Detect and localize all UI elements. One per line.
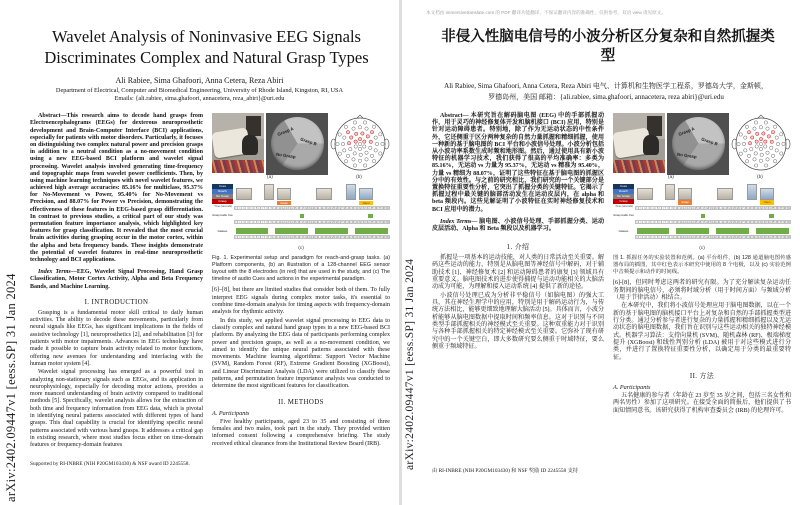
- photo-monitor-region: [246, 116, 261, 136]
- platform-label-a: Grasp A: [677, 126, 696, 138]
- setup-photo: [212, 113, 264, 173]
- section-heading-introduction: I. INTRODUCTION: [84, 298, 149, 306]
- timeline-glasses-strip: [234, 228, 390, 239]
- index-terms-zh: [432, 219, 604, 233]
- fig-sublabel-c: (c): [298, 246, 304, 252]
- timeline-number-strip: 0 1 2 3 4 5 6 7 8 9 10 11 12 13 14 15 16 17 18 19 20 21 22 23 24 25 26 27 28 29 30 31 32 33 34 35 36 37 38 39: [635, 220, 791, 224]
- glasses-on-block: [275, 228, 308, 234]
- eeg-sensor-layout-diagram: [330, 113, 390, 175]
- timeline-thumbnail: [717, 188, 733, 200]
- intro-paragraph-2: Wavelet signal processing has emerged as a powerful tool in analyzing non-stationary signals such as EEGs, and its application in neurophysiology, especially for decoding motor actions, provides a more nuanced understanding of brain activity compared to traditional methods [5]. Specifically, wavelet analysis allows for the extraction of both time and frequency information from EEG data, which is pivotal in identifying neural patterns associated with different types of hand grasps. This dual capability is crucial for identifying specific neural patterns associated with various hand grasps. It addresses a critical gap in existing research, where most studies focus either on time-domain features or frequency-domain features: [30, 369, 203, 449]
- subsection-participants-zh: A. Participants: [613, 383, 651, 391]
- timeline-mark-open: Open: [359, 201, 373, 205]
- figure-1-zh: [613, 113, 791, 275]
- glasses-on-block: [315, 228, 348, 234]
- figure-1: [212, 113, 390, 282]
- timeline-row-nograsp: No Grasp: [613, 194, 634, 199]
- fig-sublabel-b: (b): [757, 175, 763, 181]
- arxiv-watermark: arXiv:2402.09447v1 [eess.SP] 31 Jan 2024: [4, 273, 18, 502]
- timeline-audio-label: Grasp Audio Cue: [212, 214, 233, 218]
- timeline-diagram: [212, 184, 390, 244]
- photo-person-region: [643, 135, 659, 155]
- timeline-time-label-1: Time (seconds): [214, 204, 232, 208]
- paper-title: Wavelet Analysis of Noninvasive EEG Signals Discriminates Complex and Natural Grasp Types: [44, 27, 369, 68]
- timeline-thumbnail: [678, 188, 692, 200]
- timeline-number-strip: 0 1 2 3 4 5 6 7 8 9 10 11 12 13 14 15 16 17 18 19 20 21 22 23 24 25 26 27 28 29 30 31 32 33 34 35 36 37 38 39: [635, 235, 791, 239]
- abstract-zh: Abstract— 本研究旨在解码脑电图 (EEG) 中的手部抓握动作，用于灵巧的神经修复体开发和脑机接口 (BCI) 应用，特别是针对运动障碍患者。特别地，除了作为无运动状态的中性条件外，它还侧重于区分两种复杂的自然力量抓握和精细抓握，使用一种新的基于脑电图的 BCI 平台和小波信号处理。小波分析包括从小波功率系数生成时频和地形图。然后，通过使用具有新小波特征的机器学习技术，我们获得了很高的平均准确率：多类为 85.16%，无运动 vs 力量为 95.37%，无运动 vs 精准为 95.40%，力量 vs 精细为 88.07%，证明了这些特征在基于脑电图的抓握区分中的有效性。与之前的研究相比，我们研究的一个关键部分是置换特征重要性分析，它突出了抓握分类的关键特征。它揭示了抓握过程中最关键的脑部活动发生在运动皮层内，在 alpha 和 beta 频段内。这些见解证明了小波特征在实时神经修复技术和 BCI 应用中的潜力。: [432, 113, 604, 213]
- photo-person-region: [242, 135, 258, 155]
- authors-block-zh: Ali Rabiee, Sima Ghafoori, Anna Cetera, Reza Abiri 电气、计算机和生物医学工程系，罗德岛大学，金斯顿，罗德岛州，美国 邮箱：{ali.rabiee, sima.ghafoori, annacetera, reza abiri}@uri.edu: [444, 82, 768, 101]
- audio-cue-cell: [300, 214, 305, 218]
- arxiv-watermark: arXiv:2402.09447v1 [eess.SP] 31 Jan 2024: [404, 258, 416, 470]
- timeline-thumbnail: [277, 188, 291, 200]
- index-terms: [30, 269, 203, 291]
- timeline-row-grasp: Grasp: [613, 199, 634, 204]
- timeline-time-label-1: Time (seconds): [615, 204, 633, 208]
- intro-paragraph-1: Grasping is a fundamental motor skill critical to daily human activities. The ability to decode these movements, particularly from neural signals like EEGs, has significant implications in the fields of assistive technology [1], neuroprosthetics [2], and rehabilitation [3] for patients with motor impairments. Advances in EEG technology have made it possible to capture brain activity related to motor functions, offering new avenues for understanding and interfacing with the human motor system [4].: [30, 309, 203, 367]
- index-terms-lead: Index Terms: [38, 269, 71, 276]
- glasses-on-block: [716, 228, 749, 234]
- timeline-thumbnail: [359, 188, 373, 200]
- index-terms-body: — 脑电图、小波信号处理、手部抓握分类、运动皮层活动、Alpha 和 Beta 频段以及机器学习。: [432, 218, 604, 232]
- timeline-mark-grasp: Grasp: [277, 201, 291, 205]
- glasses-on-block: [676, 228, 709, 234]
- glasses-on-block: [637, 228, 670, 234]
- body-paragraph-refs: [6]–[8], but there are limited studies that consider both of them. To fully interpret EEG signals during complex motor tasks, it's essential to combine time-domain analysis for timing aspects with frequency-domain analysis for rhythmic activity.: [212, 287, 390, 316]
- timeline-row-cues: Cues: [613, 184, 634, 189]
- audio-cue-cell: [769, 214, 774, 218]
- timeline-thumbnail: [236, 188, 252, 200]
- glasses-on-block: [355, 228, 388, 234]
- support-footnote: Supported by RI-INBRE (NIH P20GM103430) & NSF award ID 2245558.: [30, 461, 190, 467]
- translation-watermark: 本文档由 immersivetranslate.com 的 PDF 翻译功能翻译，不保证翻译内容的准确性，仅供参考，双语 view 请见原文。: [426, 10, 666, 15]
- section-heading-methods-zh: II. 方法: [689, 372, 715, 380]
- abstract: Abstract—This research aims to decode hand grasps from Electroencephalograms (EEGs) for dexterous neuroprosthetic development and Brain-Computer Interface (BCI) applications, especially for patients with motor disorders. Particularly, it focuses on distinguishing two complex natural power and precision grasps in addition to a neutral condition as a no-movement condition using a new EEG-based BCI platform and wavelet signal processing. Wavelet analysis involved generating time-frequency and topographic maps from wavelet power coefficients. Then, by using machine learning techniques with novel wavelet features, we achieved high average accuracies: 85.16% for multiclass, 95.37% for No-Movement vs Power, 95.40% for No-Movement vs Precision, and 88.07% for Power vs Precision, demonstrating the effectiveness of these features in EEG-based grasp differentiation. In contrast to previous studies, a critical part of our study was permutation feature importance analysis, which highlighted key features for grasp classification. It revealed that the most crucial brain activities during grasping occur in the motor cortex, within the alpha and beta frequency bands. These insights demonstrate the potential of wavelet features in real-time neuroprosthetic technology and BCI applications.: [30, 113, 203, 263]
- right-column: [212, 113, 390, 449]
- photo-monitor-region: [647, 116, 662, 136]
- photo-cloth-region: [212, 160, 264, 173]
- emails: Emails: {ali.rabiee, sima.ghafoori, annacetera, reza_abiri}@uri.edu: [114, 95, 285, 103]
- timeline-row-reach: Reach: [212, 189, 233, 194]
- index-terms-body: —EEG, Wavelet Signal Processing, Hand Grasp Classification, Motor Cortex Activity, Alpha and Beta Frequency Bands, and Machine Learning.: [30, 269, 203, 290]
- platform-label-b: Grasp B: [700, 136, 719, 147]
- body-paragraph-study: In this study, we applied wavelet signal processing to EEG data to classify complex and natural hand grasp types in a new EEG-based BCI platform. By analyzing the EEG data of participants performing complex power and precision grasps, as well as a no-movement condition, we aimed to identify the unique neural patterns associated with these movements. Machine learning algorithms: Support Vector Machine (SVM), Random Forest (RF), Extreme Gradient Boosting (XGBoost), and Linear Discriminant Analysis (LDA) were utilized to classify these patterns, and permutation feature importance analysis was conducted to determine the most significant features for classification.: [212, 317, 390, 390]
- eeg-head-icon: [330, 113, 390, 175]
- body-paragraph-study-zh: 在本研究中，我们将小波信号处理应用于脑电图数据，以在一个新的基于脑电图的脑机接口平台上对复杂和自然的手部抓握类型进行分类。通过分析参与者进行复杂的力量抓握和精细抓握以及无运动状态的脑电图数据，我们旨在识别与这些运动相关的独特神经模式。机器学习算法：支持向量机 (SVM)、随机森林 (RF)、极端梯度提升 (XGBoost) 和线性判别分析 (LDA) 被用于对这些模式进行分类，并进行了置换特征重要性分析，以确定用于分类的最重要特征。: [613, 303, 791, 361]
- timeline-number-strip: 0 1 2 3 4 5 6 7 8 9 10 11 12 13 14 15 16 17 18 19 20 21 22 23 24 25 26 27 28 29 30 31 32 33 34 35 36 37 38 39: [234, 220, 390, 224]
- timeline-row-grasp: Grasp: [212, 199, 233, 204]
- eeg-head-icon: [731, 113, 791, 175]
- section-heading-introduction-zh: 1. 介绍: [506, 244, 530, 252]
- timeline-thumbnail: [316, 188, 332, 200]
- timeline-thumbnail: [760, 188, 774, 200]
- timeline-thumbnail: [665, 184, 675, 200]
- eeg-sensor-layout-diagram: [731, 113, 791, 175]
- section-heading-methods: II. METHODS: [278, 398, 324, 406]
- timeline-mark-open: Open: [760, 200, 774, 204]
- photo-cloth-region: [613, 160, 665, 173]
- glasses-on-block: [756, 228, 789, 234]
- index-terms-lead: Index Terms: [440, 218, 472, 225]
- left-column: [432, 113, 604, 415]
- timeline-cue-strip: [234, 184, 390, 210]
- intro-paragraph-2-zh: 小波信号处理已成为分析非平稳信号（如脑电图）的强大工具，其在神经生理学中的应用，特别是用于解码运动行为，与传统方法相比，能够更细致地理解大脑活动 [5]。具体而言，小波分析能够从脑电图数据中提取时间和频率信息。这对于识别与不同类型手部抓握相关的神经模式至关重要。这种双重能力对于识别与各种手部抓握相关的特定神经模式至关重要。它弥补了现有研究中的一个关键空白，即大多数研究要么侧重于时域特征，要么侧重于频域特征。: [432, 292, 604, 350]
- timeline-glasses-label: Glasses: [618, 230, 629, 234]
- participants-paragraph-zh: 五名健康的参与者（年龄在 23 岁至 35 岁之间，包括三名女性和两名男性）参加了这项研究。在接受全面的简报后，他们提供了书面知情同意书。该研究获得了机构审查委员会 (IRB) 的伦理许可。: [613, 392, 791, 414]
- affiliation: Department of Electrical, Computer and Biomedical Engineering, University of Rhode Island, Kingston, RI, USA: [55, 87, 344, 95]
- audio-cue-cell: [701, 214, 706, 218]
- fig-sublabel-a: (a): [668, 175, 674, 181]
- platform-label-nograsp: No Grasp: [676, 151, 698, 160]
- paper-page-english: [0, 0, 399, 505]
- timeline-row-reach: Reach: [613, 189, 634, 194]
- timeline-thumbnail: [264, 184, 274, 200]
- timeline-diagram: [613, 184, 791, 244]
- paper-title-zh: 非侵入性脑电信号的小波分析区分复杂和自然抓握类型: [441, 29, 775, 64]
- participants-paragraph: Five healthy participants, aged 23 to 35 and consisting of three females and two males, took part in the study. They provided written informed consent following a comprehensive briefing. The study received ethical clearance from the Institutional Review Board (IRB).: [212, 418, 390, 447]
- subsection-participants: A. Participants: [212, 409, 250, 417]
- timeline-glasses-strip: [635, 228, 791, 239]
- glasses-on-block: [236, 228, 269, 234]
- timeline-audio-label: Grasp Audio Cue: [613, 214, 634, 218]
- platform-label-nograsp: No Grasp: [275, 151, 297, 160]
- timeline-thumbnail: [637, 188, 653, 200]
- fig-sublabel-a: (a): [267, 175, 273, 181]
- timeline-number-strip: 0 1 2 3 4 5 6 7 8 9 10 11 12 13 14 15 16 17 18 19 20 21 22 23 24 25 26 27 28 29 30 31 32 33 34 35 36 37 38 39: [234, 235, 390, 239]
- timeline-thumbnail: [346, 184, 356, 200]
- left-column: [30, 113, 203, 449]
- figure-caption: Fig. 1. Experimental setup and paradigm for reach-and-grasp tasks. (a) Platform components, (b) an illustration of a 128-channel EEG sensor layout with the 8 electrodes (in red) that are used in the study, and (c) The timeline of audio Cues and actions in the experimental paradigm.: [212, 255, 390, 282]
- body-paragraph-refs-zh: [6]-[8]，但同时考虑这两者的研究有限。为了充分解读复杂运动任务期间的脑电信号，必须将时域分析（用于时间方面）与频域分析（用于节律活动）相结合。: [613, 280, 791, 302]
- support-footnote-zh: 由 RI-INBRE (NIH P20GM103430) 和 NSF 奖励 ID 2245558 支持: [432, 468, 579, 474]
- figure-caption-zh: 图 1. 抓握任务的实验装置和范例。(a) 平台组件，(b) 128 通道脑电图传感器布局的插图，其中红色表示本研究中使用的 8 个电极，以及 (c) 实验范例中音频提示和动作的时间线。: [613, 255, 791, 275]
- timeline-cue-strip: [635, 184, 791, 210]
- right-column: [613, 113, 791, 415]
- intro-paragraph-1-zh: 抓握是一项基本的运动技能，对人类的日常活动至关重要。解码这些运动的能力，特别是从脑电图等神经信号中解码，对于辅助技术 [1]、神经修复术 [2] 和运动障碍患者的康复 [3] 领域具有重要意义。脑电图技术的进步使得捕捉与运动功能相关的大脑活动成为可能，为理解和接入运动系统 [4] 提供了新的途径。: [432, 255, 604, 291]
- platform-photo: [266, 113, 328, 175]
- audio-cue-cell: [368, 214, 373, 218]
- timeline-thumbnail: [747, 184, 757, 200]
- timeline-audio-strip: [635, 214, 791, 224]
- platform-label-b: Grasp B: [299, 136, 318, 147]
- timeline-mark-grasp: Grasp: [678, 200, 692, 204]
- timeline-row-cues: Cues: [212, 184, 233, 189]
- timeline-audio-strip: [234, 214, 390, 224]
- authors: Ali Rabiee, Sima Ghafoori, Anna Cetera, Reza Abiri: [115, 76, 284, 86]
- setup-photo: [613, 113, 665, 173]
- platform-label-a: Grasp A: [276, 126, 295, 138]
- fig-sublabel-b: (b): [356, 175, 362, 181]
- timeline-number-strip: 0 1 2 3 4 5 6 7 8 9 10 11 12 13 14 15 16 17 18 19 20 21 22 23 24 25 26 27 28 29 30 31 32 33 34 35 36 37 38 39: [635, 206, 791, 210]
- paper-page-chinese: [402, 0, 800, 505]
- timeline-number-strip: 0 1 2 3 4 5 6 7 8 9 10 11 12 13 14 15 16 17 18 19 20 21 22 23 24 25 26 27 28 29 30 31 32 33 34 35 36 37 38 39: [234, 206, 390, 210]
- platform-photo: [667, 113, 729, 175]
- fig-sublabel-c: (c): [699, 246, 705, 252]
- timeline-glasses-label: Glasses: [217, 230, 228, 234]
- timeline-row-nograsp: No Grasp: [212, 194, 233, 199]
